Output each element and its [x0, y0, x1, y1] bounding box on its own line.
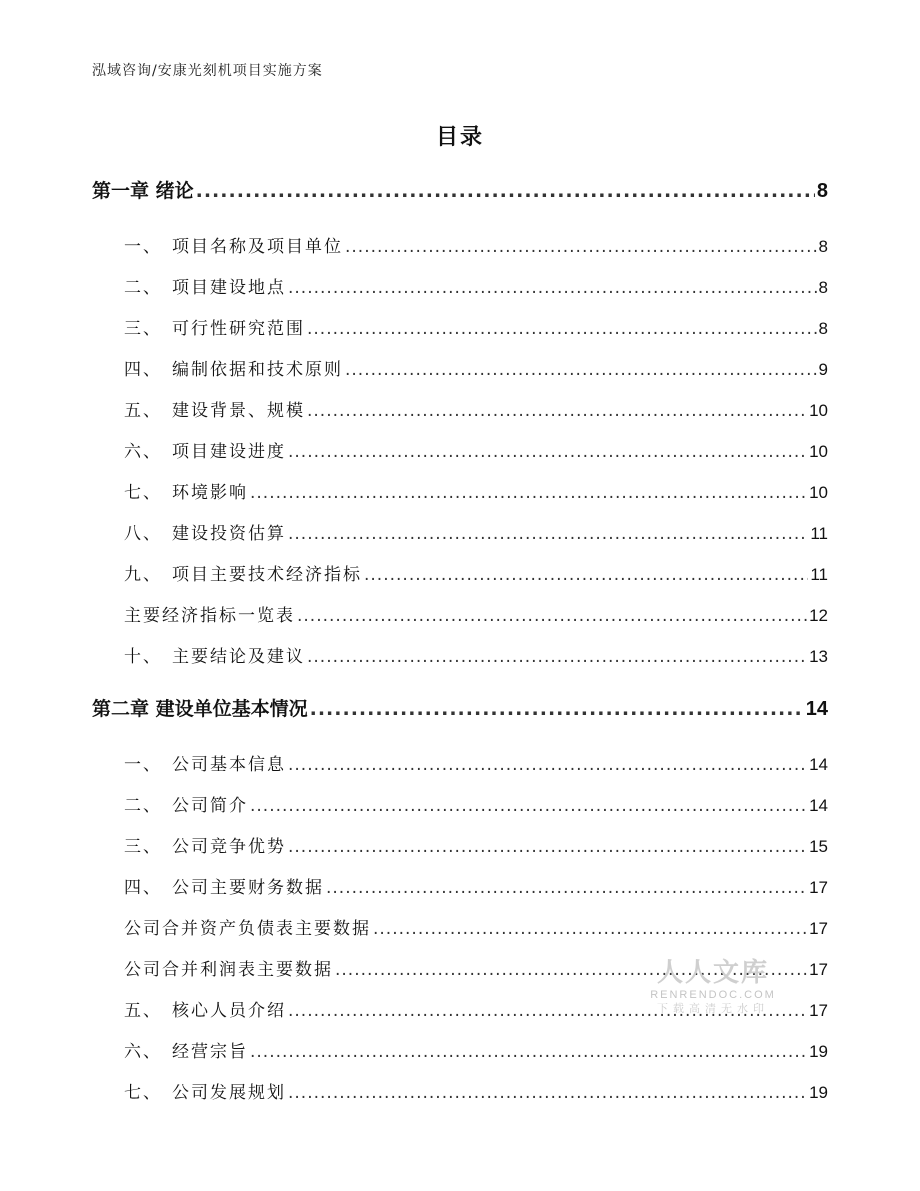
- toc-page-number: 8: [818, 278, 828, 297]
- toc-entry-number: 五、: [124, 1001, 162, 1021]
- leader-dots: [373, 919, 807, 939]
- toc-entry-label: 第一章 绪论: [92, 180, 194, 202]
- toc-page-number: 11: [810, 524, 828, 543]
- toc-entry[interactable]: [92, 478, 828, 503]
- toc-page-number: 14: [809, 796, 828, 815]
- toc-entry-label: 第二章 建设单位基本情况: [92, 698, 308, 720]
- toc-page-number: 13: [809, 647, 828, 666]
- toc-entry[interactable]: [92, 1037, 828, 1062]
- leader-dots: [345, 237, 817, 257]
- watermark-domain: RENRENDOC.COM: [650, 989, 776, 1001]
- toc-entry-label: 核心人员介绍: [172, 1001, 286, 1021]
- toc-entry-number: 六、: [124, 1042, 162, 1062]
- toc-entry-number: 三、: [124, 837, 162, 857]
- toc-entry-number: 一、: [124, 755, 162, 775]
- watermark-slogan: 下载高清无水印: [657, 1002, 769, 1015]
- toc-entry[interactable]: [92, 273, 828, 298]
- toc-page-number: 14: [805, 698, 828, 720]
- toc-entry-label: 项目建设进度: [172, 442, 286, 462]
- toc-entry-number: 三、: [124, 319, 162, 339]
- toc-page-number: 11: [810, 565, 828, 584]
- toc-entry-label: 公司合并利润表主要数据: [124, 960, 333, 980]
- toc-entry-label: 主要结论及建议: [172, 647, 305, 667]
- leader-dots: [250, 483, 807, 503]
- toc-entry[interactable]: [92, 791, 828, 816]
- toc-entry-number: 一、: [124, 237, 162, 257]
- page-title: 目录: [435, 125, 484, 150]
- toc-entry-label: 公司基本信息: [172, 755, 286, 775]
- toc-entry[interactable]: [92, 1078, 828, 1103]
- toc-page-number: 10: [809, 483, 828, 502]
- toc-page-number: 17: [809, 878, 828, 897]
- toc-entry-number: 十、: [124, 647, 162, 667]
- toc-entry-label: 项目名称及项目单位: [172, 237, 343, 257]
- toc-entry-label: 项目主要技术经济指标: [172, 565, 362, 585]
- toc-entry-label: 主要经济指标一览表: [124, 606, 295, 626]
- toc-page-number: 19: [809, 1042, 828, 1061]
- toc-entry[interactable]: [92, 314, 828, 339]
- toc-page-number: 17: [809, 1001, 828, 1020]
- toc-entry-number: 二、: [124, 278, 162, 298]
- toc-page-number: 9: [818, 360, 828, 379]
- leader-dots: [288, 755, 807, 775]
- toc-entry-number: 七、: [124, 1083, 162, 1103]
- toc-entry[interactable]: [92, 437, 828, 462]
- watermark-main-text: 人人文库: [656, 958, 769, 988]
- leader-dots: [297, 606, 807, 626]
- toc-entry-number: 二、: [124, 796, 162, 816]
- leader-dots: [307, 647, 807, 667]
- toc-page-number: 17: [809, 960, 828, 979]
- toc-entry-label: 公司简介: [172, 796, 248, 816]
- toc-page-number: 10: [809, 401, 828, 420]
- leader-dots: [364, 565, 808, 585]
- toc-entry-label: 编制依据和技术原则: [172, 360, 343, 380]
- toc-entry[interactable]: [92, 519, 828, 544]
- leader-dots: [326, 878, 807, 898]
- leader-dots: [288, 837, 807, 857]
- toc-entry-number: 七、: [124, 483, 162, 503]
- toc-page-number: 8: [816, 180, 828, 202]
- toc-entry[interactable]: [92, 355, 828, 380]
- leader-dots: [196, 180, 815, 202]
- toc-entry[interactable]: [92, 750, 828, 775]
- toc-page-number: 19: [809, 1083, 828, 1102]
- toc-entry-label: 公司合并资产负债表主要数据: [124, 919, 371, 939]
- toc-entry[interactable]: [92, 396, 828, 421]
- toc-entry[interactable]: [92, 873, 828, 898]
- toc-page-number: 8: [818, 237, 828, 256]
- toc-subentry[interactable]: [92, 914, 828, 939]
- toc-entry-label: 公司竞争优势: [172, 837, 286, 857]
- toc-entry-number: 八、: [124, 524, 162, 544]
- leader-dots: [288, 278, 817, 298]
- leader-dots: [250, 1042, 807, 1062]
- toc-entry-label: 项目建设地点: [172, 278, 286, 298]
- toc-page-number: 10: [809, 442, 828, 461]
- toc-entry-number: 五、: [124, 401, 162, 421]
- running-header: 泓域咨询/安康光刻机项目实施方案: [92, 63, 323, 79]
- toc-entry-number: 四、: [124, 878, 162, 898]
- leader-dots: [307, 401, 807, 421]
- leader-dots: [288, 524, 808, 544]
- toc-entry-number: 九、: [124, 565, 162, 585]
- toc-page-number: 15: [809, 837, 828, 856]
- leader-dots: [288, 1083, 807, 1103]
- toc-entry-label: 公司主要财务数据: [172, 878, 324, 898]
- leader-dots: [250, 796, 807, 816]
- toc-entry-label: 建设背景、规模: [172, 401, 305, 421]
- toc-entry-label: 经营宗旨: [172, 1042, 248, 1062]
- toc-entry-label: 公司发展规划: [172, 1083, 286, 1103]
- leader-dots: [345, 360, 817, 380]
- toc-chapter-1[interactable]: [92, 176, 828, 203]
- toc-page-number: 8: [818, 319, 828, 338]
- toc-entry[interactable]: [92, 560, 828, 585]
- toc-entry[interactable]: [92, 642, 828, 667]
- toc-subentry[interactable]: [92, 601, 828, 626]
- toc-entry-label: 环境影响: [172, 483, 248, 503]
- toc-page-number: 14: [809, 755, 828, 774]
- toc-chapter-2[interactable]: [92, 694, 828, 721]
- toc-entry-label: 建设投资估算: [172, 524, 286, 544]
- toc-page-number: 17: [809, 919, 828, 938]
- toc-entry-label: 可行性研究范围: [172, 319, 305, 339]
- toc-entry[interactable]: [92, 232, 828, 257]
- toc-page-number: 12: [809, 606, 828, 625]
- toc-entry-number: 四、: [124, 360, 162, 380]
- leader-dots: [307, 319, 817, 339]
- leader-dots: [310, 698, 804, 720]
- toc-entry-number: 六、: [124, 442, 162, 462]
- watermark-logo: [648, 958, 778, 1016]
- toc-entry[interactable]: [92, 832, 828, 857]
- leader-dots: [288, 442, 807, 462]
